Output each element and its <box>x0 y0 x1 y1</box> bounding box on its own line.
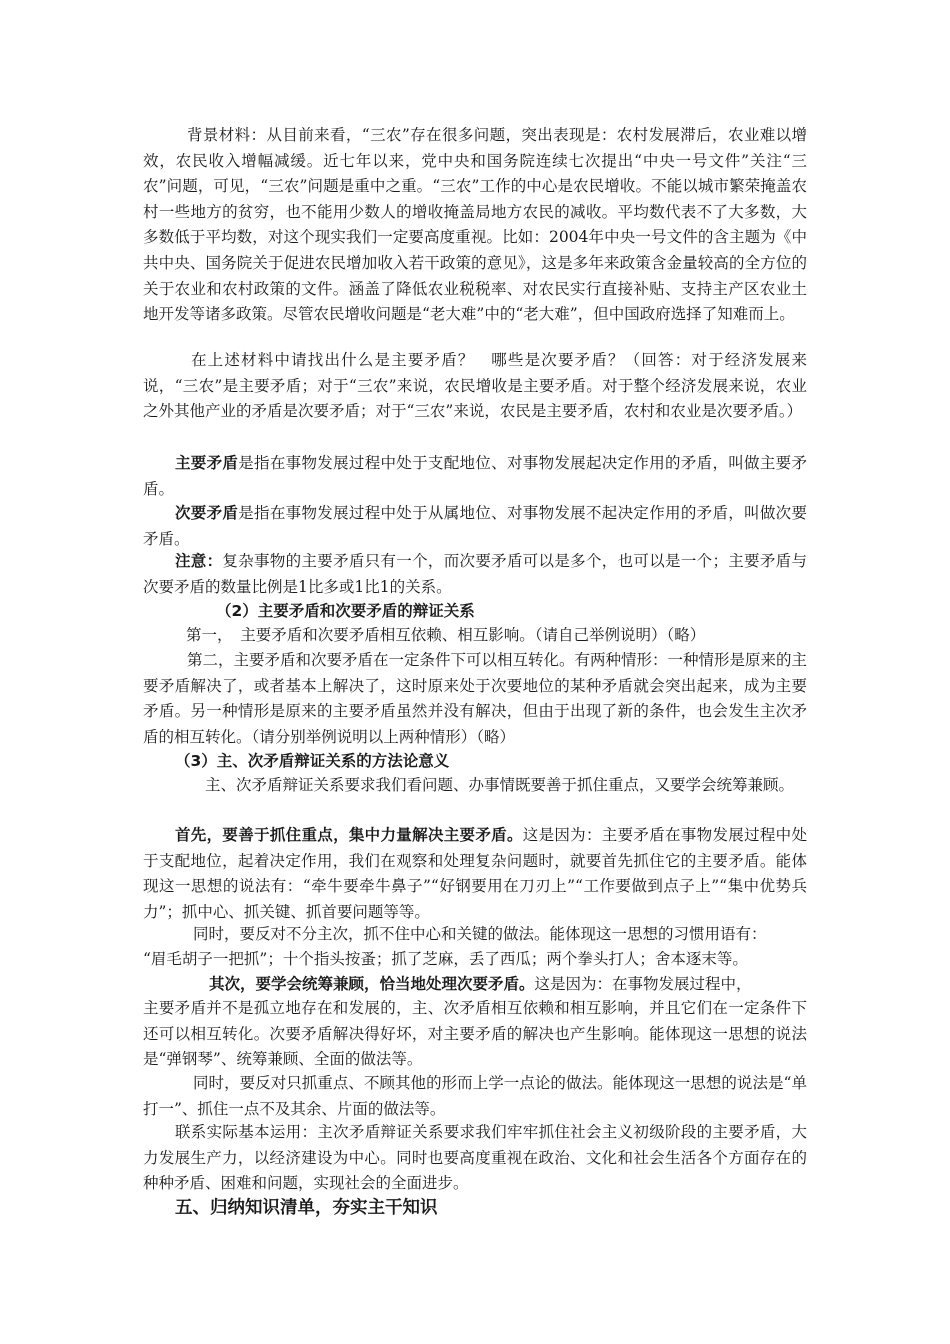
oppose-1-line1: 同时，要反对不分主次，抓不住中心和关键的做法。能体现这一思想的习惯用语有： <box>193 925 767 943</box>
second-method-first-line <box>209 971 873 997</box>
second-method-lead: 其次，要学会统筹兼顾，恰当地处理次要矛盾。 <box>209 974 535 993</box>
term-minor-contradiction: 次要矛盾 <box>175 503 239 522</box>
background-paragraph: 背景材料：从目前来看，“三农”存在很多问题，突出表现是：农村发展滞后，农业难以增效，农民收入增幅减缓。近七年以来，党中央和国务院连续七次提出“中央一号文件”关注“三农”问题，可见，“三农”问题是重中之重。“三农”工作的中心是农民增收。不能以城市繁荣掩盖农村一些地方的贫穷，也不能用少数人的增收掩盖局地方农民的减收。平均数代表不了大多数，大多数低于平均数，对这个现实我们一定要高度重视。比如：2004年中央一号文件的含主题为《中共中央、国务院关于促进农民增加收入若干政策的意见》，这是多年来政策含金量较高的全方位的关于农业和农村政策的文件。涵盖了降低农业税税率、对农民实行直接补贴、支持主产区农业土地开发等诸多政策。尽管农民增收问题是“老大难”中的“老大难”，但中国政府选择了知难而上。 <box>143 126 807 324</box>
minor-contradiction-definition <box>143 500 807 552</box>
second-point: 第二，主要矛盾和次要矛盾在一定条件下可以相互转化。有两种情形：一种情形是原来的主要矛盾解决了，或者基本上解决了，这时原来处于次要地位的某种矛盾就会突出起来，成为主要矛盾。另一种情形是原来的主要矛盾虽然并没有解决，但由于出现了新的条件，也会发生主次矛盾的相互转化。（请分别举例说明以上两种情形）（略） <box>143 651 808 746</box>
term-main-contradiction: 主要矛盾 <box>175 453 239 472</box>
section-heading-2: （2）主要矛盾和次要矛盾的辩证关系 <box>216 602 475 620</box>
section-heading-3: （3）主、次矛盾辩证关系的方法论意义 <box>175 752 450 770</box>
second-method-text: 主要矛盾并不是孤立地存在和发展的，主、次矛盾相互依赖和相互影响，并且它们在一定条件下还可以相互转化。次要矛盾解决得好坏，对主要矛盾的解决也产生影响。能体现这一思想的说法是“弹钢琴”、统筹兼顾、全面的做法等。 <box>143 999 807 1069</box>
note-label: 注意： <box>175 551 223 570</box>
application-paragraph: 联系实际基本运用：主次矛盾辩证关系要求我们牢牢抓住社会主义初级阶段的主要矛盾，大力发展生产力，以经济建设为中心。同时也要高度重视在政治、文化和社会生活各个方面存在的种种矛盾、困难和问题，实现社会的全面进步。 <box>143 1123 807 1193</box>
first-point: 第一， 主要矛盾和次要矛盾相互依赖、相互影响。（请自己举例说明）（略） <box>186 626 706 644</box>
definition-text: 是指在事物发展过程中处于支配地位、对事物发展起决定作用的矛盾，叫做主要矛盾。 <box>143 454 807 498</box>
oppose-2-paragraph: 同时，要反对只抓重点、不顾其他的形而上学一点论的做法。能体现这一思想的说法是“单打一”、抓住一点不及其余、片面的做法等。 <box>143 1074 807 1118</box>
main-contradiction-definition <box>143 450 807 502</box>
note-text: 复杂事物的主要矛盾只有一个，而次要矛盾可以是多个，也可以是一个；主要矛盾与次要矛盾的数量比例是1比多或1比1的关系。 <box>143 552 807 596</box>
question-paragraph: 在上述材料中请找出什么是主要矛盾？ 哪些是次要矛盾？（回答：对于经济发展来说，“三农”是主要矛盾；对于“三农”来说，农民增收是主要矛盾。对于整个经济发展来说，农业之外其他产业的矛盾是次要矛盾；对于“三农”来说，农民是主要矛盾，农村和农业是次要矛盾。） <box>143 351 807 421</box>
definition-text: 是指在事物发展过程中处于从属地位、对事物发展不起决定作用的矛盾，叫做次要矛盾。 <box>143 504 807 548</box>
note-paragraph <box>143 548 807 600</box>
first-method-paragraph <box>143 822 807 925</box>
second-method-line1-rest: 这是因为：在事物发展过程中， <box>534 975 752 993</box>
first-method-lead: 首先，要善于抓住重点，集中力量解决主要矛盾。 <box>175 825 523 844</box>
first-method-text: 这是因为：主要矛盾在事物发展过程中处于支配地位，起着决定作用，我们在观察和处理复杂问题时，就要首先抓住它的主要矛盾。能体现这一思想的说法有：“牵牛要牵牛鼻子”“好钢要用在刀刃上”“工作要做到点子上”“集中优势兵力”；抓中心、抓关键、抓首要问题等等。 <box>143 826 807 921</box>
oppose-1-line2: “眉毛胡子一把抓”；十个指头按蚤；抓了芝麻，丢了西瓜；两个拳头打人；舍本逐末等。 <box>143 950 748 968</box>
method-intro: 主、次矛盾辩证关系要求我们看问题、办事情既要善于抓住重点，又要学会统筹兼顾。 <box>205 776 795 794</box>
section-heading-5: 五、归纳知识清单，夯实主干知识 <box>175 1198 438 1218</box>
